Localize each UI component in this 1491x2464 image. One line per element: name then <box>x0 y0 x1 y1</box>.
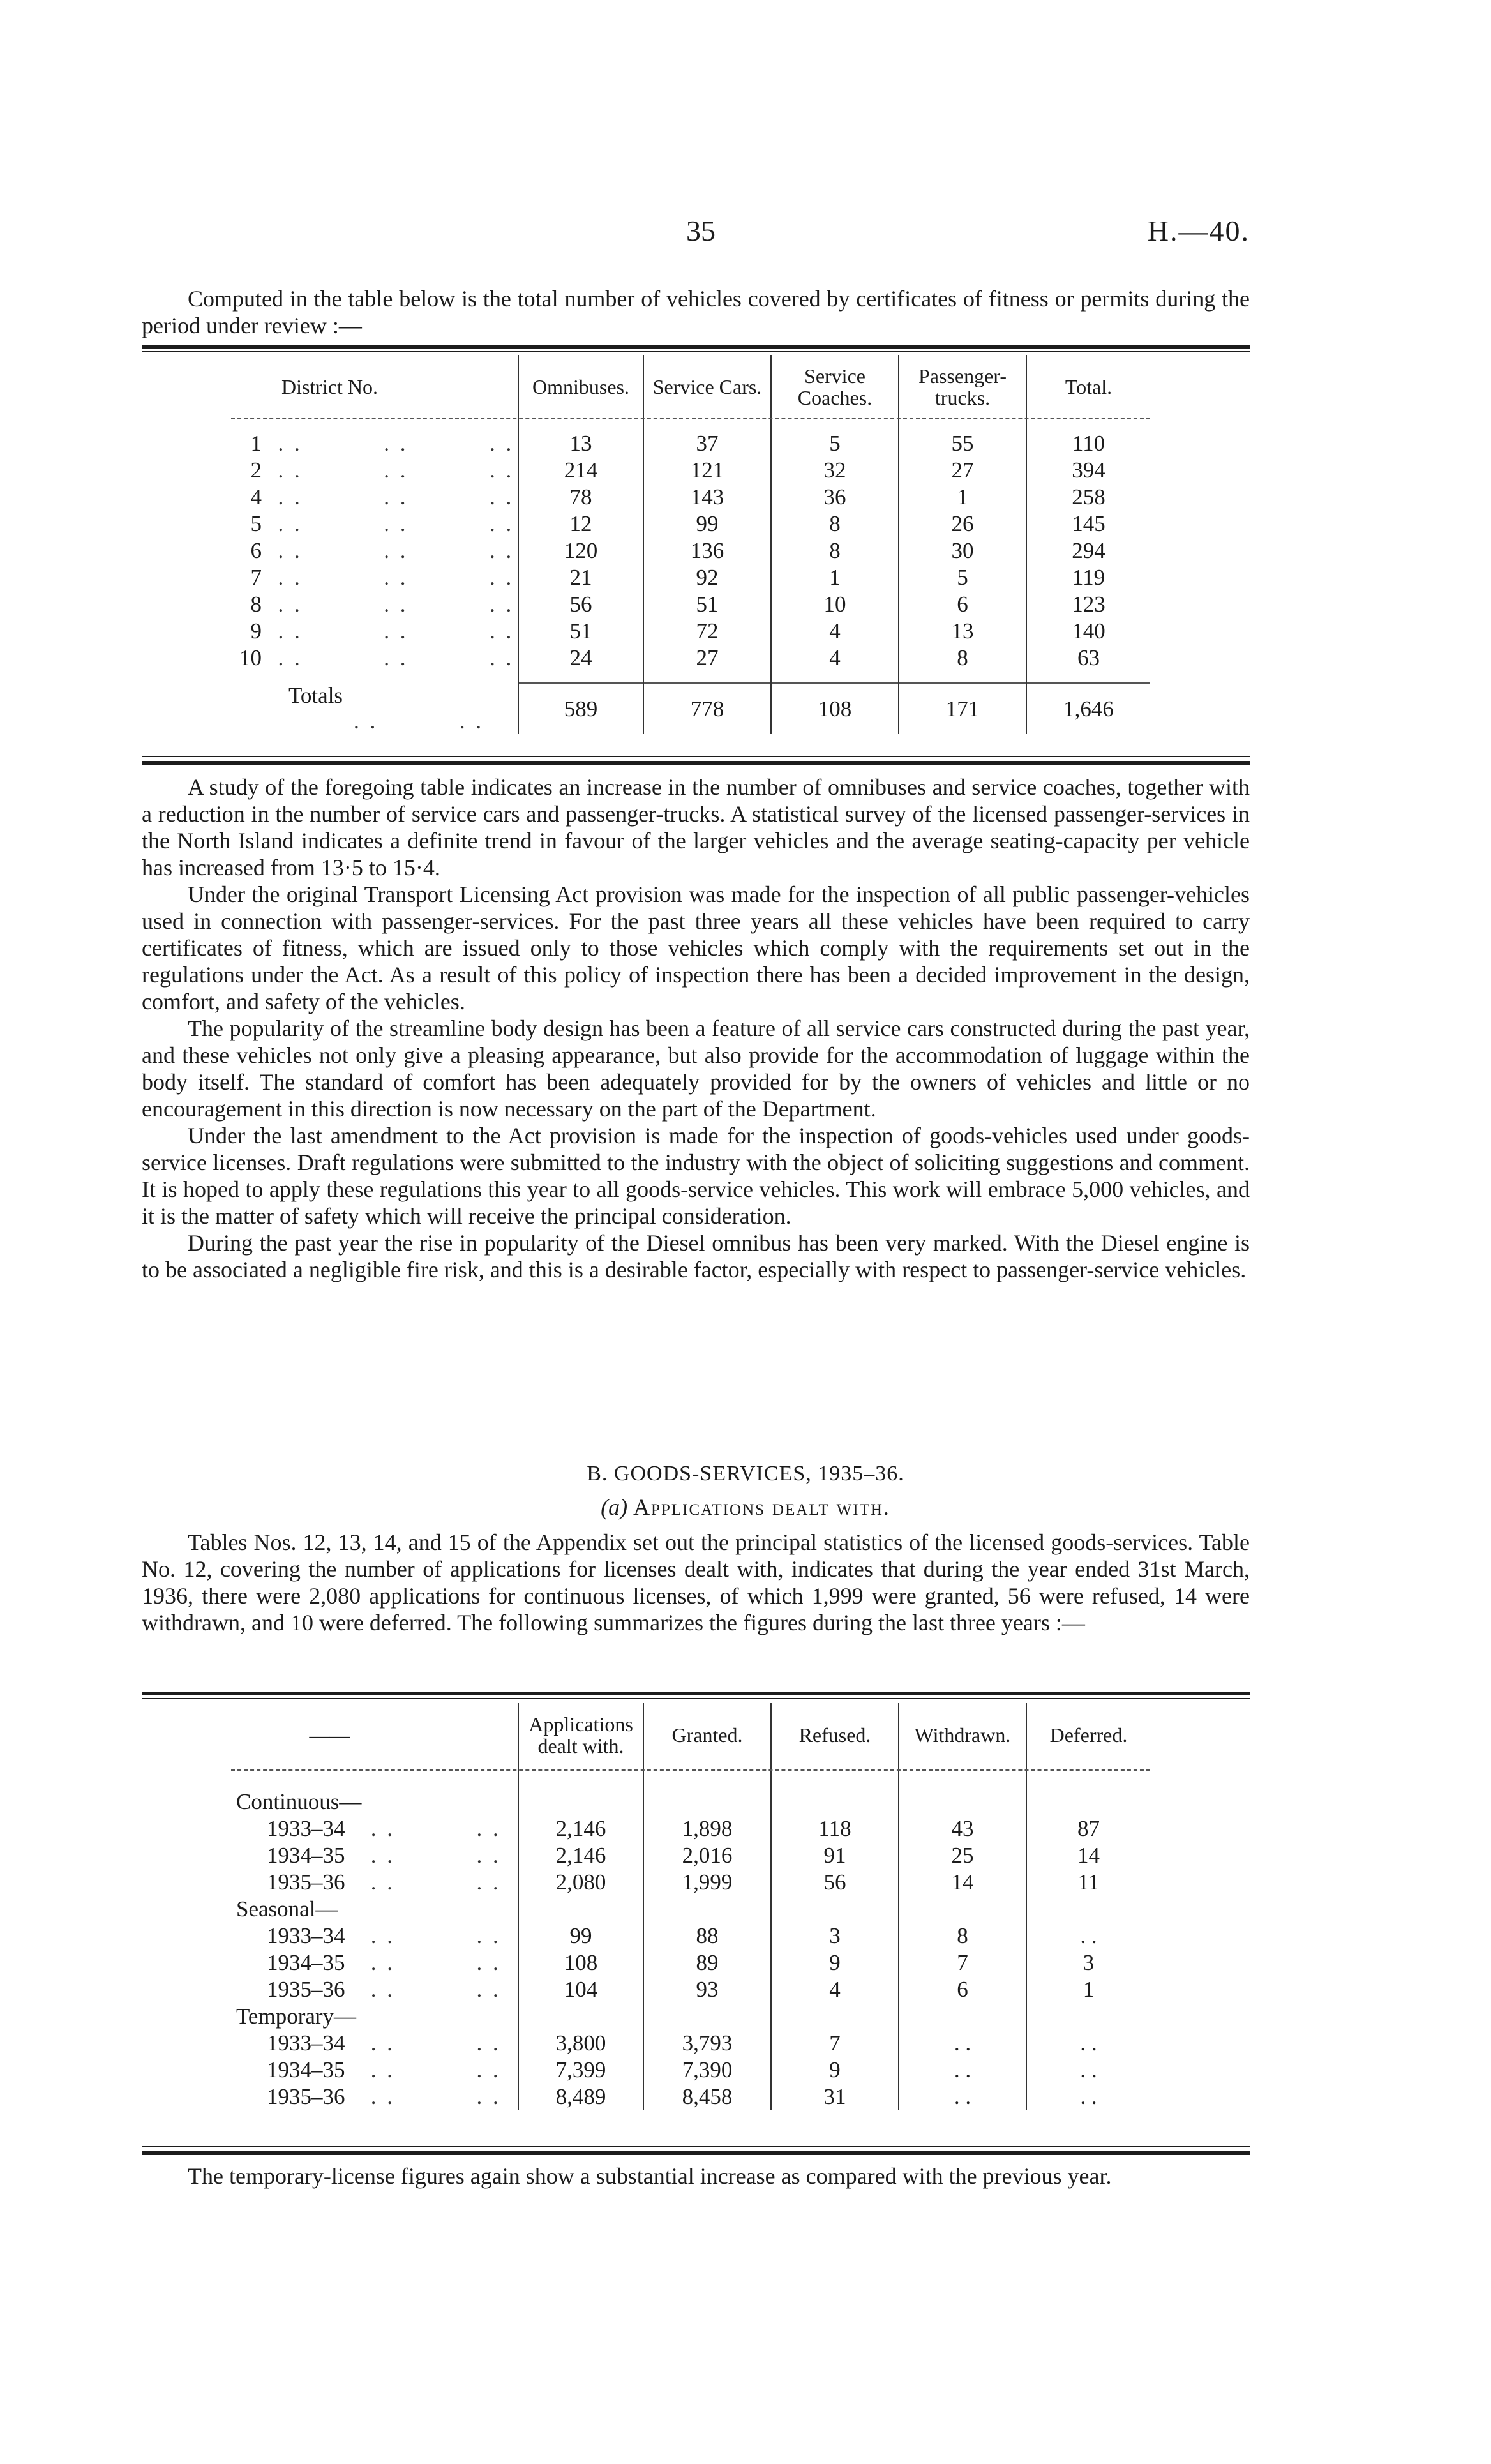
omnibuses-cell: 78 <box>518 484 643 511</box>
group-label: Seasonal— <box>236 1897 338 1921</box>
totals-label-cell <box>142 683 518 734</box>
leader-dots: . . . . <box>363 1923 501 1948</box>
total-omnibuses-cell: 589 <box>518 683 643 734</box>
year-label: 1935–36 <box>267 1977 345 2002</box>
withdrawn-cell: 7 <box>899 1949 1026 1976</box>
district-number: 5 <box>250 511 262 536</box>
service-coaches-cell: 5 <box>771 430 899 457</box>
service-cars-cell: 27 <box>643 645 771 672</box>
district-number: 10 <box>239 645 262 670</box>
leader-dots: . . . . <box>363 1816 501 1841</box>
omnibuses-cell: 51 <box>518 618 643 645</box>
applications-cell: 108 <box>518 1949 643 1976</box>
district-cell <box>142 645 518 672</box>
table1-row <box>142 430 1150 457</box>
total-cell: 140 <box>1026 618 1150 645</box>
district-cell <box>142 511 518 537</box>
granted-cell: 2,016 <box>643 1842 771 1869</box>
service-coaches-cell: 36 <box>771 484 899 511</box>
col-applications: Applications dealt with. <box>518 1703 643 1767</box>
applications-cell: 3,800 <box>518 2030 643 2057</box>
service-coaches-cell: 32 <box>771 457 899 484</box>
year-label: 1935–36 <box>267 2084 345 2109</box>
total-cell: 394 <box>1026 457 1150 484</box>
deferred-cell: . . <box>1026 2057 1150 2084</box>
total-cell: 63 <box>1026 645 1150 672</box>
year-cell <box>142 2084 518 2110</box>
year-cell <box>142 1976 518 2003</box>
district-cell <box>142 457 518 484</box>
total-total-cell: 1,646 <box>1026 683 1150 734</box>
subtitle-prefix: (a) <box>601 1494 628 1520</box>
year-cell <box>142 1842 518 1869</box>
passenger-trucks-cell: 27 <box>899 457 1026 484</box>
passenger-trucks-cell: 1 <box>899 484 1026 511</box>
applications-cell: 99 <box>518 1923 643 1949</box>
leader-dots: . . . . . . <box>262 431 514 456</box>
applications-cell: 2,146 <box>518 1815 643 1842</box>
closing-block <box>142 2163 1250 2190</box>
leader-dots: . . . . . . <box>262 511 514 536</box>
service-coaches-cell: 4 <box>771 645 899 672</box>
omnibuses-cell: 24 <box>518 645 643 672</box>
applications-table <box>142 1703 1150 2110</box>
district-cell <box>142 564 518 591</box>
refused-cell: 31 <box>771 2084 899 2110</box>
granted-cell: 1,999 <box>643 1869 771 1896</box>
col-category: —— <box>309 1724 350 1747</box>
service-cars-cell: 121 <box>643 457 771 484</box>
deferred-cell: . . <box>1026 2084 1150 2110</box>
leader-dots: . . . . . . <box>262 592 514 617</box>
leader-dots: . . . . . . <box>262 619 514 643</box>
col-service-coaches: Service Coaches. <box>771 355 899 419</box>
total-cell: 110 <box>1026 430 1150 457</box>
granted-cell: 89 <box>643 1949 771 1976</box>
table1-bottom-rule-thick <box>142 761 1250 765</box>
table1-row <box>142 511 1150 537</box>
applications-cell: 7,399 <box>518 2057 643 2084</box>
district-cell <box>142 430 518 457</box>
granted-cell: 3,793 <box>643 2030 771 2057</box>
total-cell: 123 <box>1026 591 1150 618</box>
table2-row <box>142 1815 1150 1842</box>
table1-row <box>142 484 1150 511</box>
leader-dots: . . . . <box>363 1977 501 2002</box>
service-cars-cell: 37 <box>643 430 771 457</box>
paragraph-4: Under the last amendment to the Act provision is made for the inspection of goods-vehicles used under goods-service licenses. Draft regulations were submitted to the industry with the object of soliciting suggestions and comment. It is hoped to apply these regulations this year to all goods-service vehicles. This work will embrace 5,000 vehicles, and it is the matter of safety which will receive the principal consideration. <box>142 1123 1250 1229</box>
table2-row <box>142 1976 1150 2003</box>
district-cell <box>142 618 518 645</box>
withdrawn-cell: 25 <box>899 1842 1026 1869</box>
refused-cell: 118 <box>771 1815 899 1842</box>
table1-row <box>142 591 1150 618</box>
table1-row <box>142 457 1150 484</box>
col-passenger-trucks: Passenger-trucks. <box>899 355 1026 419</box>
section-paragraph-block <box>142 1529 1250 1636</box>
leader-dots: . . . . <box>363 2031 501 2055</box>
service-cars-cell: 72 <box>643 618 771 645</box>
service-coaches-cell: 8 <box>771 511 899 537</box>
table2-top-rule <box>142 1692 1250 1695</box>
year-label: 1933–34 <box>267 1923 345 1948</box>
year-cell <box>142 1815 518 1842</box>
paragraph-3: The popularity of the streamline body design has been a feature of all service cars constructed during the past year, and these vehicles not only give a pleasing appearance, but also provide for the accommodation of luggage within the body itself. The standard of comfort has been adequately provided for by the owners of vehicles and little or no encouragement in this direction is now necessary on the part of the Department. <box>142 1016 1250 1122</box>
withdrawn-cell: 8 <box>899 1923 1026 1949</box>
deferred-cell: . . <box>1026 1923 1150 1949</box>
deferred-cell: 3 <box>1026 1949 1150 1976</box>
district-cell <box>142 591 518 618</box>
granted-cell: 93 <box>643 1976 771 2003</box>
leader-dots: . . . . . . <box>262 565 514 590</box>
table2-bottom-rule <box>142 2146 1250 2147</box>
total-cell: 145 <box>1026 511 1150 537</box>
leader-dots: . . . . <box>363 1870 501 1895</box>
service-cars-cell: 143 <box>643 484 771 511</box>
year-label: 1933–34 <box>267 1816 345 1841</box>
table1-row <box>142 645 1150 672</box>
year-cell <box>142 2030 518 2057</box>
table1-top-rule-thin <box>142 351 1250 352</box>
table2-row <box>142 1869 1150 1896</box>
leader-dots: . . . . <box>363 2057 501 2082</box>
withdrawn-cell: . . <box>899 2084 1026 2110</box>
year-label: 1933–34 <box>267 2031 345 2055</box>
totals-label: Totals <box>288 683 343 708</box>
table2-top-rule-thin <box>142 1698 1250 1699</box>
table1-header-rule <box>231 418 1150 419</box>
passenger-trucks-cell: 13 <box>899 618 1026 645</box>
service-coaches-cell: 4 <box>771 618 899 645</box>
applications-cell: 104 <box>518 1976 643 2003</box>
omnibuses-cell: 13 <box>518 430 643 457</box>
table2-row <box>142 2084 1150 2110</box>
service-coaches-cell: 1 <box>771 564 899 591</box>
table1-top-rule <box>142 345 1250 349</box>
deferred-cell: 87 <box>1026 1815 1150 1842</box>
total-cell: 119 <box>1026 564 1150 591</box>
leader-dots: . . . . <box>363 1843 501 1868</box>
table1-row <box>142 618 1150 645</box>
service-cars-cell: 51 <box>643 591 771 618</box>
table2-row <box>142 1842 1150 1869</box>
service-coaches-cell: 10 <box>771 591 899 618</box>
refused-cell: 91 <box>771 1842 899 1869</box>
refused-cell: 3 <box>771 1923 899 1949</box>
applications-cell: 2,146 <box>518 1842 643 1869</box>
passenger-trucks-cell: 30 <box>899 537 1026 564</box>
table1-bottom-rule <box>142 756 1250 757</box>
service-cars-cell: 136 <box>643 537 771 564</box>
passenger-trucks-cell: 6 <box>899 591 1026 618</box>
district-cell <box>142 484 518 511</box>
district-number: 8 <box>250 592 262 617</box>
total-service-cars-cell: 778 <box>643 683 771 734</box>
paragraph-5: During the past year the rise in popularity of the Diesel omnibus has been very marked. With the Diesel engine is to be associated a negligible fire risk, and this is a desirable factor, especially with respect to passenger-service vehicles. <box>142 1230 1250 1282</box>
table1-spacer <box>142 672 1150 683</box>
passenger-trucks-cell: 55 <box>899 430 1026 457</box>
service-cars-cell: 99 <box>643 511 771 537</box>
col-total: Total. <box>1026 355 1150 419</box>
table1-header-row <box>142 355 1150 419</box>
paragraph-2: Under the original Transport Licensing Act provision was made for the inspection of all public passenger-vehicles used in connection with passenger-services. For the past three years all these vehicles have been required to carry certificates of fitness, which are issued only to those vehicles which comply with the requirements set out in the regulations under the Act. As a result of this policy of inspection there has been a decided improvement in the design, comfort, and safety of the vehicles. <box>142 882 1250 1014</box>
page-number: 35 <box>686 214 716 247</box>
district-number: 6 <box>250 538 262 563</box>
vehicles-table <box>142 355 1150 734</box>
granted-cell: 1,898 <box>643 1815 771 1842</box>
refused-cell: 9 <box>771 1949 899 1976</box>
year-label: 1934–35 <box>267 1950 345 1975</box>
total-cell: 294 <box>1026 537 1150 564</box>
total-service-coaches-cell: 108 <box>771 683 899 734</box>
withdrawn-cell: . . <box>899 2057 1026 2084</box>
year-cell <box>142 1869 518 1896</box>
service-coaches-cell: 8 <box>771 537 899 564</box>
leader-dots: . . . . . . <box>262 458 514 483</box>
table2-group-row <box>142 2003 1150 2030</box>
col-deferred: Deferred. <box>1026 1703 1150 1767</box>
table2-group-row <box>142 1896 1150 1923</box>
granted-cell: 88 <box>643 1923 771 1949</box>
deferred-cell: 1 <box>1026 1976 1150 2003</box>
withdrawn-cell: 6 <box>899 1976 1026 2003</box>
table2-bottom-rule-thick <box>142 2151 1250 2155</box>
district-number: 9 <box>250 619 262 643</box>
district-cell <box>142 537 518 564</box>
omnibuses-cell: 12 <box>518 511 643 537</box>
group-label: Temporary— <box>236 2004 357 2029</box>
omnibuses-cell: 120 <box>518 537 643 564</box>
year-label: 1935–36 <box>267 1870 345 1895</box>
table2-row <box>142 2057 1150 2084</box>
refused-cell: 56 <box>771 1869 899 1896</box>
omnibuses-cell: 214 <box>518 457 643 484</box>
group-label: Continuous— <box>236 1789 362 1814</box>
year-cell <box>142 2057 518 2084</box>
omnibuses-cell: 56 <box>518 591 643 618</box>
leader-dots: . . . . . . <box>262 645 514 670</box>
section-title: B. GOODS-SERVICES, 1935–36. <box>587 1462 904 1485</box>
table1-row <box>142 564 1150 591</box>
granted-cell: 8,458 <box>643 2084 771 2110</box>
refused-cell: 9 <box>771 2057 899 2084</box>
total-passenger-trucks-cell: 171 <box>899 683 1026 734</box>
district-number: 1 <box>250 431 262 456</box>
applications-cell: 8,489 <box>518 2084 643 2110</box>
section-paragraph: Tables Nos. 12, 13, 14, and 15 of the Appendix set out the principal statistics of the licensed goods-services. Table No. 12, covering the number of applications for licenses dealt with, indicates that during the year ended 31st March, 1936, there were 2,080 applications for continuous licenses, of which 1,999 were granted, 56 were refused, 14 were withdrawn, and 10 were deferred. The following summarizes the figures during the last three years :— <box>142 1529 1250 1635</box>
subtitle-text: Applications dealt with. <box>633 1494 890 1520</box>
leader-dots: . . . . . . <box>262 485 514 509</box>
year-cell <box>142 1923 518 1949</box>
leader-dots: . . . . <box>363 1950 501 1975</box>
leader-dots: . . . . <box>288 709 484 733</box>
district-number: 2 <box>250 458 262 483</box>
col-district: District No. <box>281 375 378 398</box>
service-cars-cell: 92 <box>643 564 771 591</box>
total-cell: 258 <box>1026 484 1150 511</box>
year-label: 1934–35 <box>267 1843 345 1868</box>
withdrawn-cell: 43 <box>899 1815 1026 1842</box>
year-cell <box>142 1949 518 1976</box>
col-omnibuses: Omnibuses. <box>518 355 643 419</box>
table2-row <box>142 2030 1150 2057</box>
col-granted: Granted. <box>643 1703 771 1767</box>
table1-row <box>142 537 1150 564</box>
omnibuses-cell: 21 <box>518 564 643 591</box>
district-number: 7 <box>250 565 262 590</box>
table2-group-row <box>142 1789 1150 1815</box>
section-subtitle <box>0 1494 1491 1521</box>
table2-header-row <box>142 1703 1150 1767</box>
refused-cell: 7 <box>771 2030 899 2057</box>
withdrawn-cell: . . <box>899 2030 1026 2057</box>
table1-totals-row <box>142 683 1150 734</box>
passenger-trucks-cell: 8 <box>899 645 1026 672</box>
table2-row <box>142 1923 1150 1949</box>
applications-cell: 2,080 <box>518 1869 643 1896</box>
granted-cell: 7,390 <box>643 2057 771 2084</box>
table2-row <box>142 1949 1150 1976</box>
deferred-cell: . . <box>1026 2030 1150 2057</box>
table2-header-rule <box>231 1769 1150 1771</box>
paragraph-1: A study of the foregoing table indicates an increase in the number of omnibuses and service coaches, together with a reduction in the number of service cars and passenger-trucks. A statistical survey of the licensed passenger-services in the North Island indicates a definite trend in favour of the larger vehicles and the average seating-capacity per vehicle has increased from 13·5 to 15·4. <box>142 774 1250 880</box>
passenger-trucks-cell: 5 <box>899 564 1026 591</box>
deferred-cell: 14 <box>1026 1842 1150 1869</box>
table1-spacer <box>142 419 1150 430</box>
withdrawn-cell: 14 <box>899 1869 1026 1896</box>
col-refused: Refused. <box>771 1703 899 1767</box>
col-service-cars: Service Cars. <box>643 355 771 419</box>
body-text <box>142 774 1250 1283</box>
col-withdrawn: Withdrawn. <box>899 1703 1026 1767</box>
intro-paragraph: Computed in the table below is the total number of vehicles covered by certificates of fitness or permits during the period under review :— <box>142 286 1250 338</box>
leader-dots: . . . . <box>363 2084 501 2109</box>
refused-cell: 4 <box>771 1976 899 2003</box>
closing-paragraph: The temporary-license figures again show a substantial increase as compared with the previous year. <box>188 2163 1112 2189</box>
document-reference: H.—40. <box>1147 214 1250 247</box>
deferred-cell: 11 <box>1026 1869 1150 1896</box>
passenger-trucks-cell: 26 <box>899 511 1026 537</box>
district-number: 4 <box>250 485 262 509</box>
leader-dots: . . . . . . <box>262 538 514 563</box>
year-label: 1934–35 <box>267 2057 345 2082</box>
